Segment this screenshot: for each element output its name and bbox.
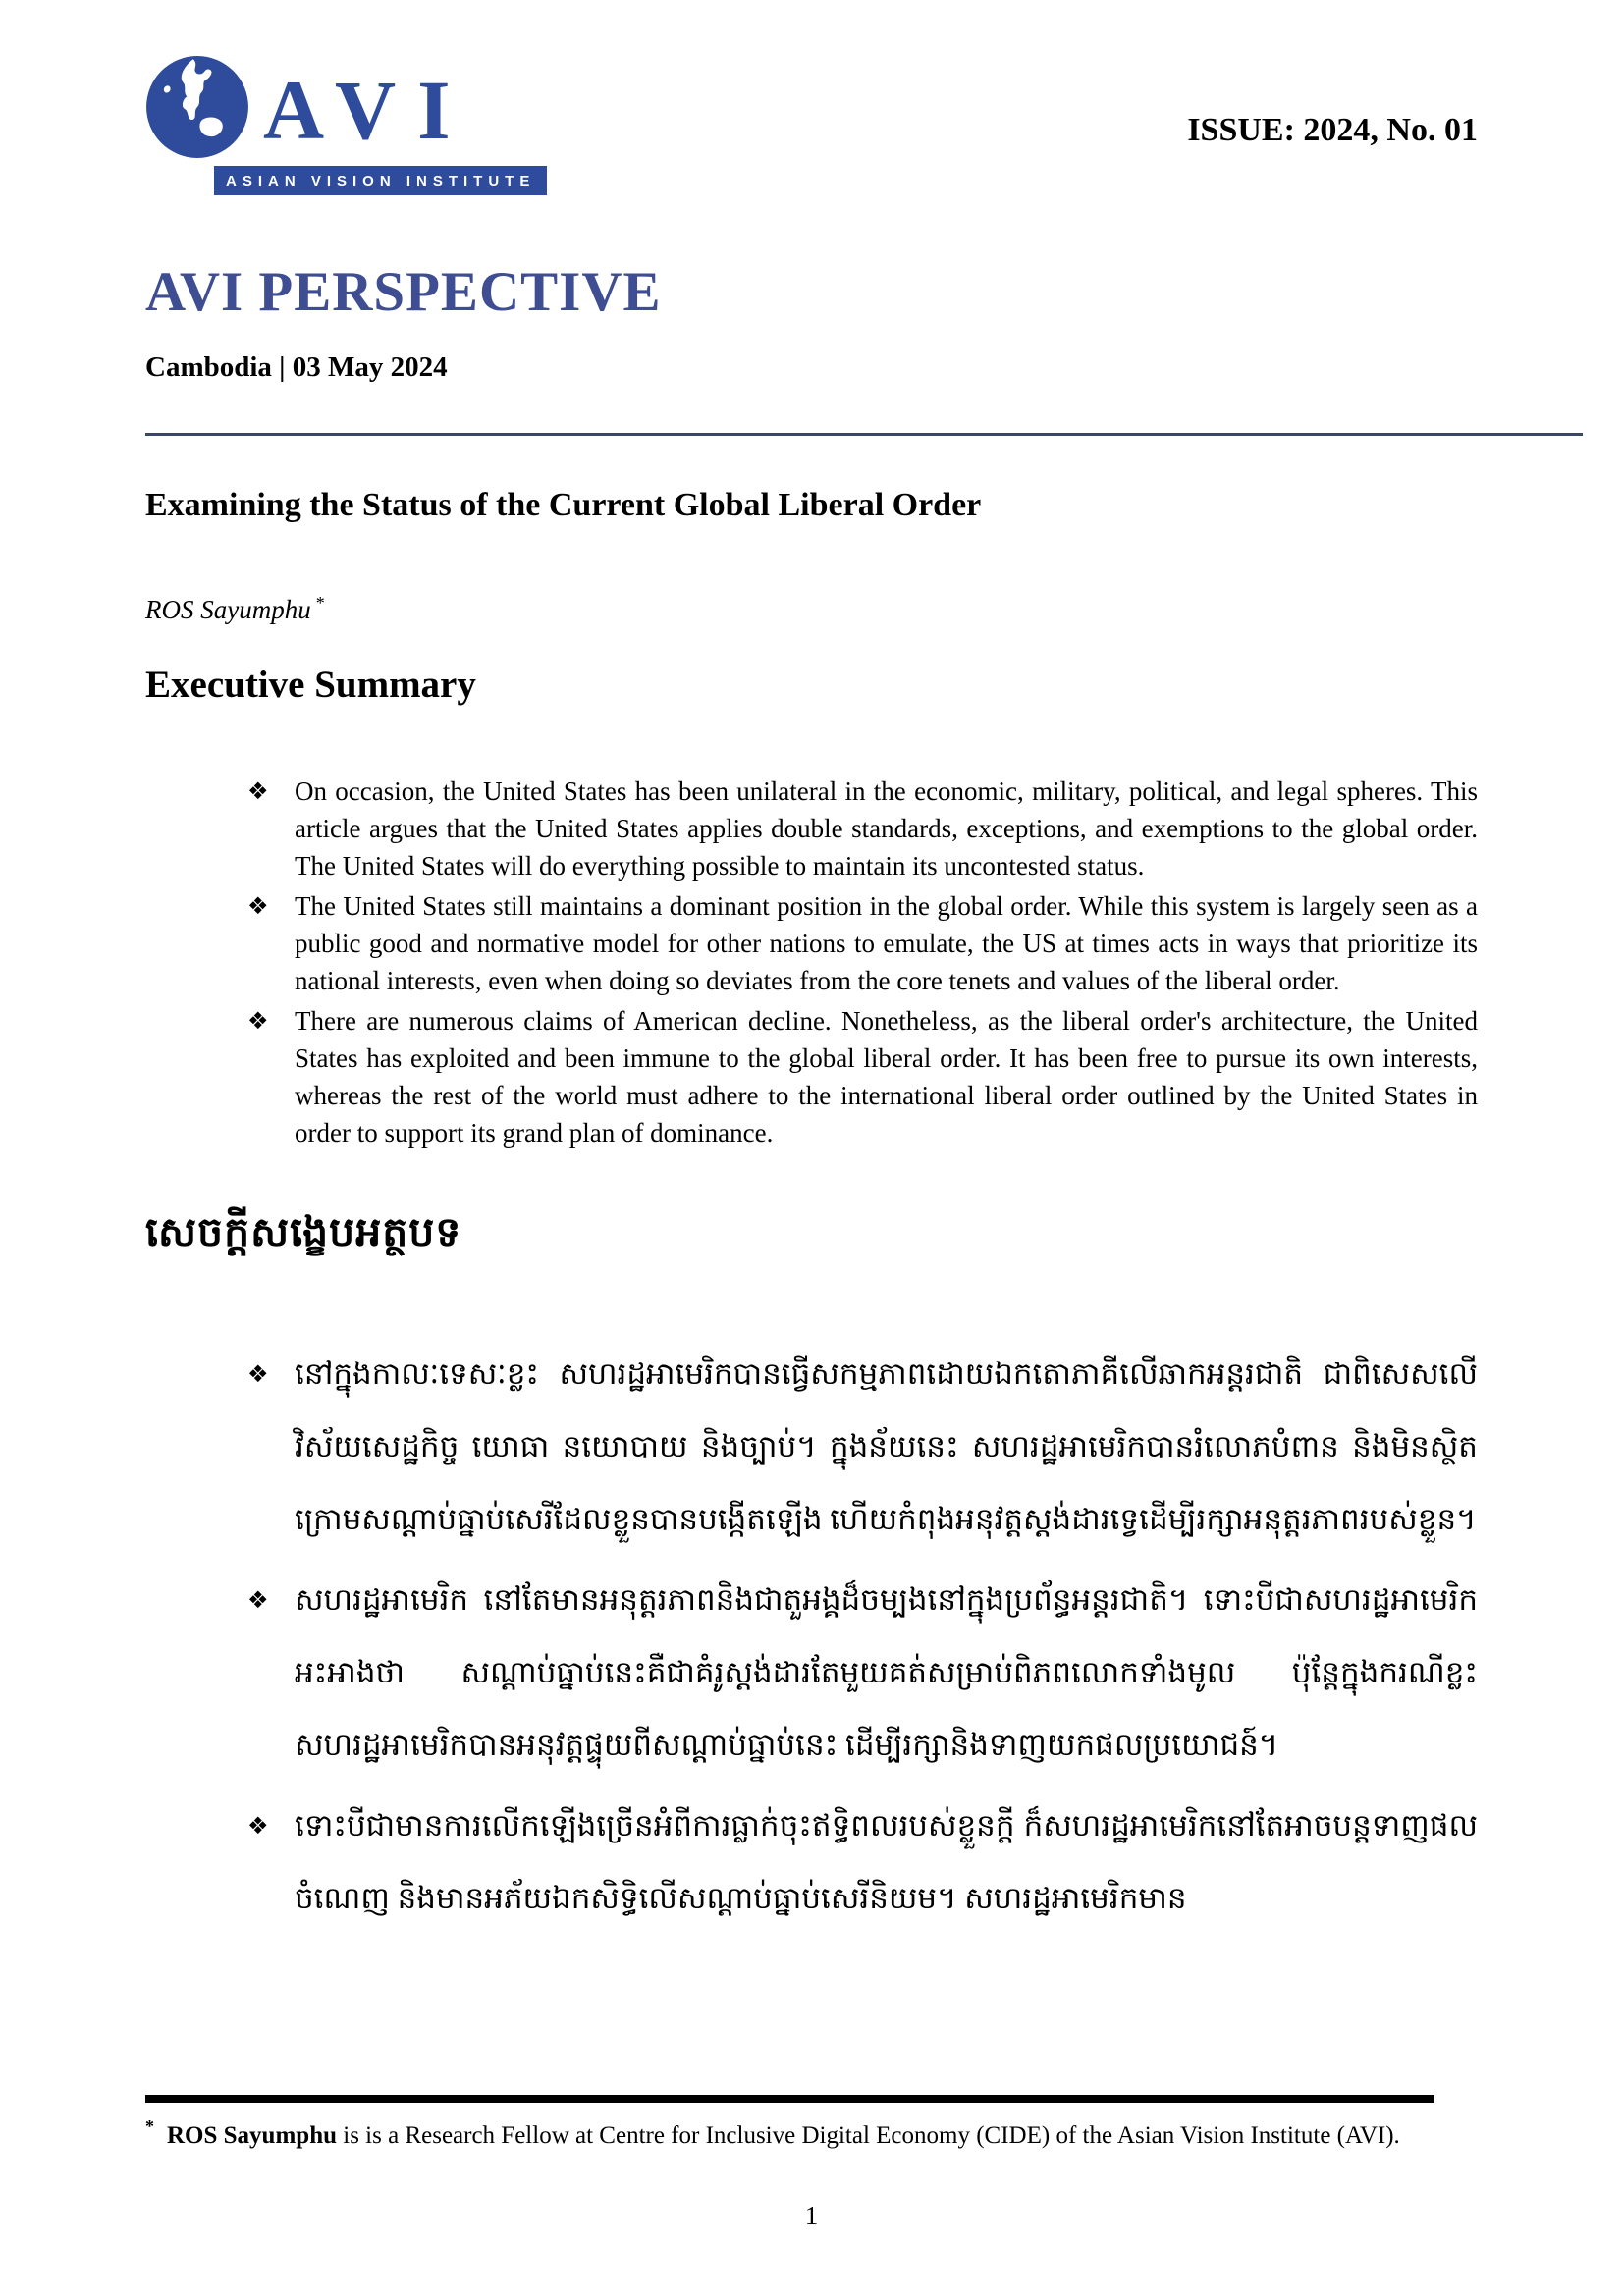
page-number: 1 [804, 2201, 819, 2230]
footnote-author: ROS Sayumphu [167, 2121, 337, 2149]
logo-acronym: AVI [263, 62, 472, 157]
list-item [247, 1002, 1478, 1151]
list-item [247, 773, 1478, 884]
list-item [247, 1338, 1478, 1556]
list-item [247, 1564, 1478, 1782]
diamond-bullet-icon: ❖ [247, 892, 269, 921]
page-footer [145, 2095, 1478, 2231]
khmer-summary-heading: សេចក្តីសង្ខេបអត្ថបទ [145, 1209, 462, 1255]
article-title: Examining the Status of the Current Global Liberal Order [145, 487, 982, 523]
diamond-bullet-icon: ❖ [247, 1361, 269, 1389]
author-footnote-marker: * [315, 593, 325, 614]
bullet-text: ទោះបីជាមានការលើកឡើងច្រើនអំពីការធ្លាក់ចុះឥទ្ធិពលរបស់ខ្លួនក្តី ក៏សហរដ្ឋអាមេរិកនៅតែអាចបន្តទាញផលចំណេញ និងមានអភ័យឯកសិទ្ធិលើសណ្តាប់ធ្នាប់សេរីនិយម។ សហរដ្ឋអាមេរិកមាន [295, 1808, 1478, 1916]
bullet-text: នៅក្នុងកាលៈទេសៈខ្លះ សហរដ្ឋអាមេរិកបានធ្វើសកម្មភាពដោយឯកតោភាគីលើឆាកអន្តរជាតិ ជាពិសេសលើវិស័យសេដ្ឋកិច្ច យោធា នយោបាយ និងច្បាប់។ ក្នុងន័យនេះ សហរដ្ឋអាមេរិកបានរំលោភបំពាន និងមិនស្ថិតក្រោមសណ្តាប់ធ្នាប់សេរីដែលខ្លួនបានបង្កើតឡើង ហើយកំពុងអនុវត្តស្តង់ដារទ្វេដើម្បីរក្សាអនុត្តរភាពរបស់ខ្លួន។ [295, 1357, 1478, 1537]
bullet-text: On occasion, the United States has been unilateral in the economic, military, political, and legal spheres. This article argues that the United States applies double standards, exceptions, and exemptions to the global order. The United States will do everything possible to maintain its uncontested status. [295, 776, 1478, 881]
bullet-text: The United States still maintains a dominant position in the global order. While this system is largely seen as a public good and normative model for other nations to emulate, the US at times acts in ways that prioritize its national interests, even when doing so deviates from the core tenets and values of the liberal order. [295, 891, 1478, 996]
logo-banner: ASIAN VISION INSTITUTE [214, 166, 547, 195]
avi-logo [145, 55, 547, 195]
bullet-text: There are numerous claims of American decline. Nonetheless, as the liberal order's architecture, the United States has exploited and been immune to the global liberal order. It has been free to pursue its own interests, whereas the rest of the world must adhere to the international liberal order outlined by the United States in order to support its grand plan of dominance. [295, 1006, 1478, 1148]
footnote-rest: is is a Research Fellow at Centre for Inclusive Digital Economy (CIDE) of the Asian Vision Institute (AVI). [337, 2121, 1400, 2149]
author-line [145, 593, 1478, 625]
executive-summary-heading: Executive Summary [145, 664, 476, 707]
dateline: Cambodia | 03 May 2024 [145, 351, 448, 383]
author-name: ROS Sayumphu [145, 595, 311, 625]
diamond-bullet-icon: ❖ [247, 1007, 269, 1036]
list-item [247, 887, 1478, 999]
footnote [145, 2115, 1478, 2154]
diamond-bullet-icon: ❖ [247, 1812, 269, 1841]
footnote-text [167, 2118, 1400, 2154]
bullet-text: សហរដ្ឋអាមេរិក នៅតែមានអនុត្តរភាពនិងជាតួអង្គដ៏ចម្បងនៅក្នុងប្រព័ន្ធអន្តរជាតិ។ ទោះបីជាសហរដ្ឋអាមេរិកអះអាងថា សណ្តាប់ធ្នាប់នេះគឺជាគំរូស្តង់ដារតែមួយគត់សម្រាប់ពិភពលោកទាំងមូល ប៉ុន្តែក្នុងករណីខ្លះសហរដ្ឋអាមេរិកបានអនុវត្តផ្ទុយពីសណ្តាប់ធ្នាប់នេះ ដើម្បីរក្សានិងទាញយកផលប្រយោជន៍។ [295, 1582, 1478, 1763]
masthead-title: AVI PERSPECTIVE [145, 261, 662, 323]
logo-top [145, 55, 547, 164]
globe-icon [145, 55, 249, 164]
page-header [145, 55, 1478, 195]
footnote-marker: * [145, 2115, 154, 2136]
header-divider [145, 433, 1583, 436]
issue-label: ISSUE: 2024, No. 01 [1187, 112, 1478, 148]
khmer-summary-list [145, 1338, 1478, 1943]
executive-summary-list [145, 773, 1478, 1154]
list-item [247, 1789, 1478, 1935]
diamond-bullet-icon: ❖ [247, 1586, 269, 1615]
diamond-bullet-icon: ❖ [247, 777, 269, 806]
footnote-divider [145, 2095, 1434, 2103]
